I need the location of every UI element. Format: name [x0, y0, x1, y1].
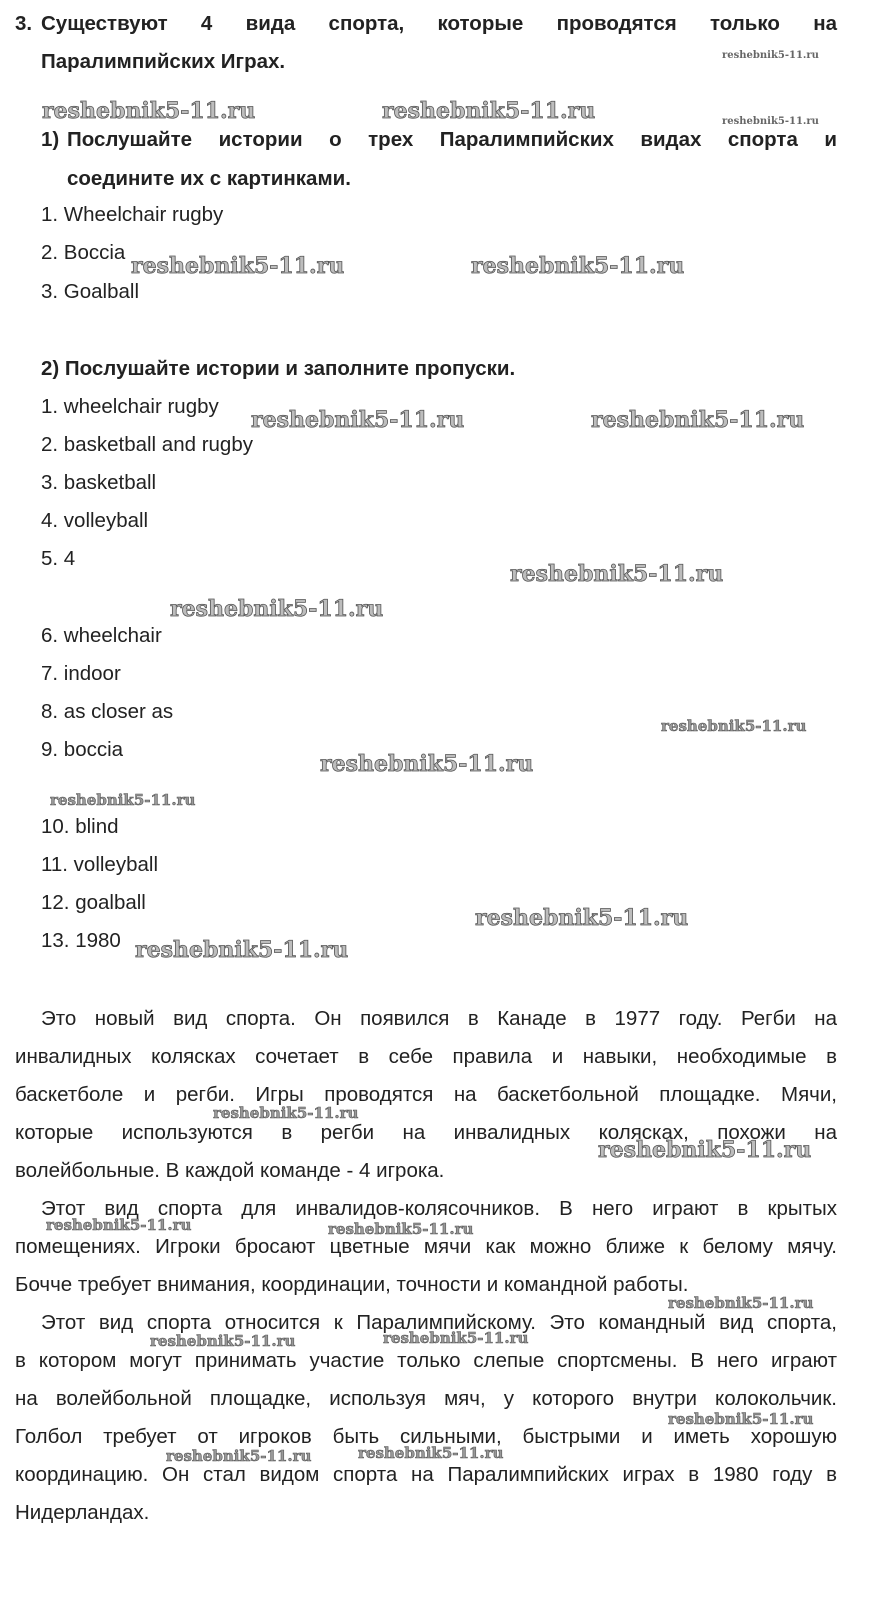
watermark: reshebnik5-11.ru — [668, 1294, 814, 1312]
watermark: reshebnik5-11.ru — [50, 791, 196, 809]
watermark: reshebnik5-11.ru — [358, 1444, 504, 1462]
part2-item: 11. volleyball — [41, 853, 158, 876]
watermark: reshebnik5-11.ru — [166, 1447, 312, 1465]
part1-label: 1) — [41, 128, 60, 151]
watermark: reshebnik5-11.ru — [668, 1410, 814, 1428]
part1-item: 2. Boccia — [41, 241, 126, 264]
part1-item: 1. Wheelchair rugby — [41, 203, 224, 226]
translation-p2-line: помещениях. Игроки бросают цветные мячи как можно ближе к белому мячу. — [15, 1235, 837, 1258]
watermark: reshebnik5-11.ru — [382, 98, 596, 124]
task-number: 3. — [15, 12, 33, 35]
part2-item: 6. wheelchair — [41, 624, 162, 647]
part2-item: 4. volleyball — [41, 509, 149, 532]
part2-item: 5. 4 — [41, 547, 76, 570]
part2-item: 3. basketball — [41, 471, 157, 494]
task-heading-line2: Паралимпийских Играх. — [41, 50, 286, 73]
translation-p3-line: в котором могут принимать участие только слепые спортсмены. В него играют — [15, 1349, 837, 1372]
part2-heading: 2) Послушайте истории и заполните пропуски. — [41, 357, 516, 380]
part2-item: 9. boccia — [41, 738, 124, 761]
watermark: reshebnik5-11.ru — [383, 1329, 529, 1347]
watermark: reshebnik5-11.ru — [598, 1137, 812, 1163]
part2-item: 1. wheelchair rugby — [41, 395, 219, 418]
part1-heading-line2: соедините их с картинками. — [67, 167, 351, 190]
watermark: reshebnik5-11.ru — [471, 253, 685, 279]
watermark: reshebnik5-11.ru — [42, 98, 256, 124]
watermark: reshebnik5-11.ru — [251, 407, 465, 433]
watermark: reshebnik5-11.ru — [328, 1220, 474, 1238]
translation-p3-line: Нидерландах. — [15, 1501, 150, 1524]
watermark: reshebnik5-11.ru — [320, 751, 534, 777]
part2-item: 7. indoor — [41, 662, 121, 685]
translation-p1-line: Это новый вид спорта. Он появился в Канаде в 1977 году. Регби на — [41, 1007, 837, 1030]
translation-p3-line: Этот вид спорта относится к Паралимпийскому. Это командный вид спорта, — [41, 1311, 837, 1334]
watermark: reshebnik5-11.ru — [46, 1216, 192, 1234]
watermark: reshebnik5-11.ru — [170, 596, 384, 622]
part1-item: 3. Goalball — [41, 280, 140, 303]
watermark: reshebnik5-11.ru — [510, 561, 724, 587]
translation-p1-line: которые используются в регби на инвалидных колясках, похожи на — [15, 1121, 837, 1144]
translation-p2-line: Этот вид спорта для инвалидов-колясочников. В него играют в крытых — [41, 1197, 837, 1220]
watermark: reshebnik5-11.ru — [213, 1104, 359, 1122]
part2-item: 10. blind — [41, 815, 119, 838]
translation-p3-line: координацию. Он стал видом спорта на Паралимпийских играх в 1980 году в — [15, 1463, 837, 1486]
translation-p3-line: Голбол требует от игроков быть сильными, быстрыми и иметь хорошую — [15, 1425, 837, 1448]
part2-item: 8. as closer as — [41, 700, 174, 723]
watermark: reshebnik5-11.ru — [131, 253, 345, 279]
translation-p3-line: на волейбольной площадке, используя мяч, у которого внутри колокольчик. — [15, 1387, 837, 1410]
watermark: reshebnik5-11.ru — [135, 937, 349, 963]
watermark: reshebnik5-11.ru — [661, 717, 807, 735]
part2-item: 13. 1980 — [41, 929, 121, 952]
watermark: reshebnik5-11.ru — [475, 905, 689, 931]
part2-item: 2. basketball and rugby — [41, 433, 253, 456]
translation-p1-line: инвалидных колясках сочетает в себе правила и навыки, необходимые в — [15, 1045, 837, 1068]
watermark: reshebnik5-11.ru — [722, 116, 819, 127]
watermark: reshebnik5-11.ru — [722, 50, 819, 61]
watermark: reshebnik5-11.ru — [150, 1332, 296, 1350]
translation-p1-line: волейбольные. В каждой команде - 4 игрока. — [15, 1159, 445, 1182]
translation-p1-line: баскетболе и регби. Игры проводятся на баскетбольной площадке. Мячи, — [15, 1083, 837, 1106]
watermark: reshebnik5-11.ru — [591, 407, 805, 433]
part2-item: 12. goalball — [41, 891, 146, 914]
translation-p2-line: Бочче требует внимания, координации, точности и командной работы. — [15, 1273, 689, 1296]
part1-heading-line1: Послушайте истории о трех Паралимпийских видах спорта и — [67, 128, 837, 151]
task-heading-line1: Существуют 4 вида спорта, которые проводятся только на — [41, 12, 837, 35]
